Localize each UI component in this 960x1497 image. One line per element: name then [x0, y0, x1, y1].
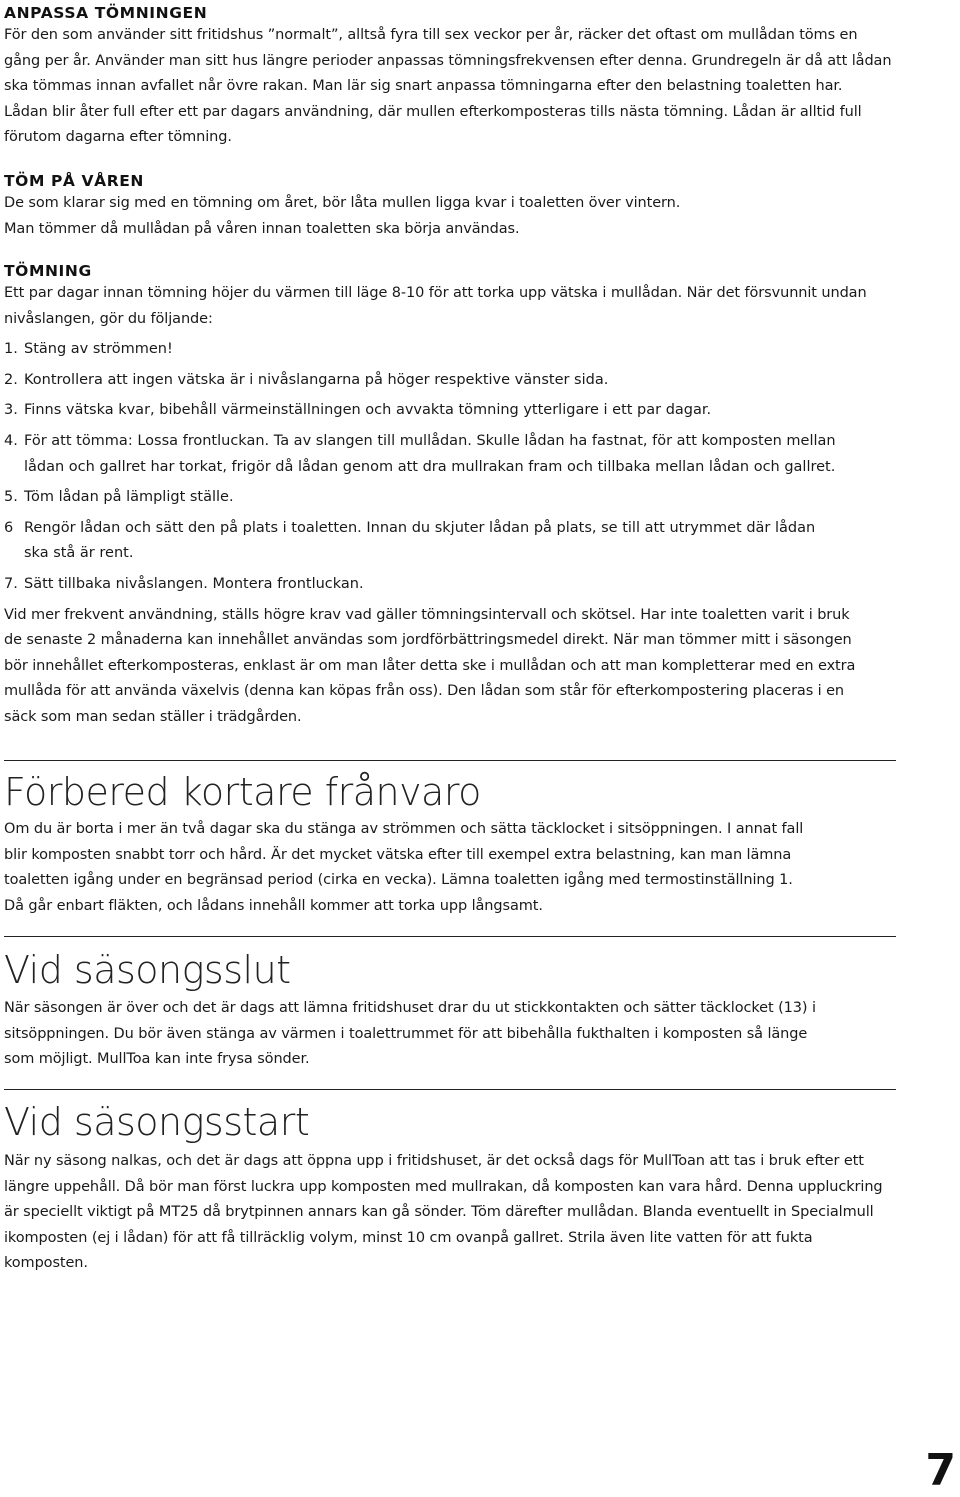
paragraph-line: mullåda för att använda växelvis (denna kan köpas från oss). Den lådan som står för efterkompostering placeras i en — [4, 683, 845, 700]
paragraph-line: ska tömmas innan avfallet når övre rakan. Man lär sig snart anpassa tömningarna efter den belastning toaletten har. — [4, 78, 843, 95]
step-text: För att tömma: Lossa frontluckan. Ta av slangen till mullådan. Skulle lådan ha fastnat, för att komposten mellan — [24, 432, 836, 449]
heading-forbered-kortare-franvaro: Förbered kortare frånvaro — [4, 770, 481, 814]
step-item — [4, 516, 896, 567]
paragraph-line: nivåslangen, gör du följande: — [4, 310, 213, 327]
step-number: 4. — [4, 432, 18, 449]
step-item — [4, 485, 896, 511]
paragraph-line: Då går enbart fläkten, och lådans innehåll kommer att torka upp långsamt. — [4, 897, 543, 914]
paragraph-line: När säsongen är över och det är dags att lämna fritidshuset drar du ut stickkontakten och sätter täcklocket (13) i — [4, 1000, 816, 1016]
paragraph-line: är speciellt viktigt på MT25 då brytpinnen annars kan gå sönder. Töm därefter mullådan. Blanda eventuellt in Specialmull — [4, 1204, 874, 1221]
heading-anpassa-tomningen: ANPASSA TÖMNINGEN — [4, 4, 208, 22]
paragraph-line: toaletten igång under en begränsad period (cirka en vecka). Lämna toaletten igång med termostinställning 1. — [4, 872, 793, 889]
paragraph-line: gång per år. Använder man sitt hus längre perioder anpassas tömningsfrekvensen efter denna. Grundregeln är då att lådan — [4, 52, 892, 69]
step-text: lådan och gallret har torkat, frigör då lådan genom att dra mullrakan fram och tillbaka mellan lådan och gallret. — [24, 458, 836, 475]
step-text: Sätt tillbaka nivåslangen. Montera frontluckan. — [24, 575, 364, 592]
paragraph-line: ikomposten (ej i lådan) för att få tillräcklig volym, minst 10 cm ovanpå gallret. Strila även lite vatten för att fukta komposten. — [4, 1229, 813, 1272]
step-number: 3. — [4, 402, 18, 419]
paragraph-line: sitsöppningen. Du bör även stänga av värmen i toalettrummet för att bibehålla fukthalten i komposten så länge — [4, 1025, 808, 1042]
paragraph-line: som möjligt. MullToa kan inte frysa sönder. — [4, 1051, 310, 1068]
paragraph-line: Vid mer frekvent användning, ställs högre krav vad gäller tömningsintervall och skötsel. Har inte toaletten varit i bruk — [4, 606, 850, 623]
step-number: 1. — [4, 341, 18, 358]
paragraph-line: de senaste 2 månaderna kan innehållet användas som jordförbättringsmedel direkt. När man tömmer mitt i säsongen — [4, 632, 852, 649]
paragraph-line: Om du är borta i mer än två dagar ska du stänga av strömmen och sätta täcklocket i sitsöppningen. I annat fall — [4, 821, 804, 837]
section-divider — [4, 936, 896, 937]
step-item — [4, 337, 896, 363]
paragraph-line: När ny säsong nalkas, och det är dags att öppna upp i fritidshuset, är det också dags för MullToan att tas i bruk efter ett — [4, 1153, 864, 1169]
step-number: 7. — [4, 575, 18, 592]
paragraph-line: bör innehållet efterkomposteras, enklast är om man låter detta ske i mullådan och att man kompletterar med en extra — [4, 657, 856, 674]
paragraph-line: För den som använder sitt fritidshus ”normalt”, alltså fyra till sex veckor per år, räcker det oftast om mullådan töms en — [4, 27, 858, 43]
step-item — [4, 368, 896, 394]
paragraph-line: förutom dagarna efter tömning. — [4, 129, 232, 146]
paragraph-line: Man tömmer då mullådan på våren innan toaletten ska börja användas. — [4, 220, 520, 237]
section-tom-pa-varen — [4, 171, 896, 242]
step-number: 2. — [4, 371, 18, 388]
paragraph-line: blir komposten snabbt torr och hård. Är det mycket vätska efter till exempel extra belastning, kan man lämna — [4, 846, 792, 863]
step-text: Finns vätska kvar, bibehåll värmeinställningen och avvakta tömning ytterligare i ett par dagar. — [24, 402, 712, 419]
paragraph-line: Lådan blir åter full efter ett par dagars användning, där mullen efterkomposteras tills nästa tömning. Lådan är alltid full — [4, 103, 862, 120]
section-forbered-kortare-franvaro — [4, 817, 896, 919]
page-number: 7 — [925, 1445, 956, 1496]
step-number: 5. — [4, 489, 18, 506]
paragraph-line: säck som man sedan ställer i trädgården. — [4, 708, 302, 725]
section-vid-sasongsstart — [4, 1149, 896, 1277]
step-item — [4, 398, 896, 424]
paragraph-line: De som klarar sig med en tömning om året, bör låta mullen ligga kvar i toaletten över vintern. — [4, 195, 681, 211]
section-tomning — [4, 261, 896, 731]
paragraph-line: längre uppehåll. Då bör man först luckra upp komposten med mullrakan, då komposten kan vara hård. Denna uppluckring — [4, 1178, 883, 1195]
section-anpassa-tomningen — [4, 3, 896, 151]
heading-vid-sasongsstart: Vid säsongsstart — [4, 1100, 310, 1144]
step-text: Kontrollera att ingen vätska är i nivåslangarna på höger respektive vänster sida. — [24, 371, 609, 388]
step-text-block — [24, 429, 896, 480]
step-number: 6 — [4, 519, 14, 536]
step-text-block — [24, 516, 896, 567]
section-divider — [4, 1089, 896, 1090]
section-vid-sasongsslut — [4, 996, 896, 1073]
step-text: ska stå är rent. — [24, 545, 134, 562]
section-divider — [4, 760, 896, 761]
step-text: Stäng av strömmen! — [24, 341, 173, 358]
heading-vid-sasongsslut: Vid säsongsslut — [4, 948, 291, 992]
paragraph-line: Ett par dagar innan tömning höjer du värmen till läge 8-10 för att torka upp vätska i mullådan. När det försvunnit undan — [4, 285, 867, 301]
step-item — [4, 572, 896, 598]
step-text: Rengör lådan och sätt den på plats i toaletten. Innan du skjuter lådan på plats, se till att utrymmet där lådan — [24, 519, 816, 536]
heading-tomning: TÖMNING — [4, 262, 92, 280]
heading-tom-pa-varen: TÖM PÅ VÅREN — [4, 172, 145, 190]
step-item — [4, 429, 896, 480]
step-text: Töm lådan på lämpligt ställe. — [24, 489, 234, 506]
